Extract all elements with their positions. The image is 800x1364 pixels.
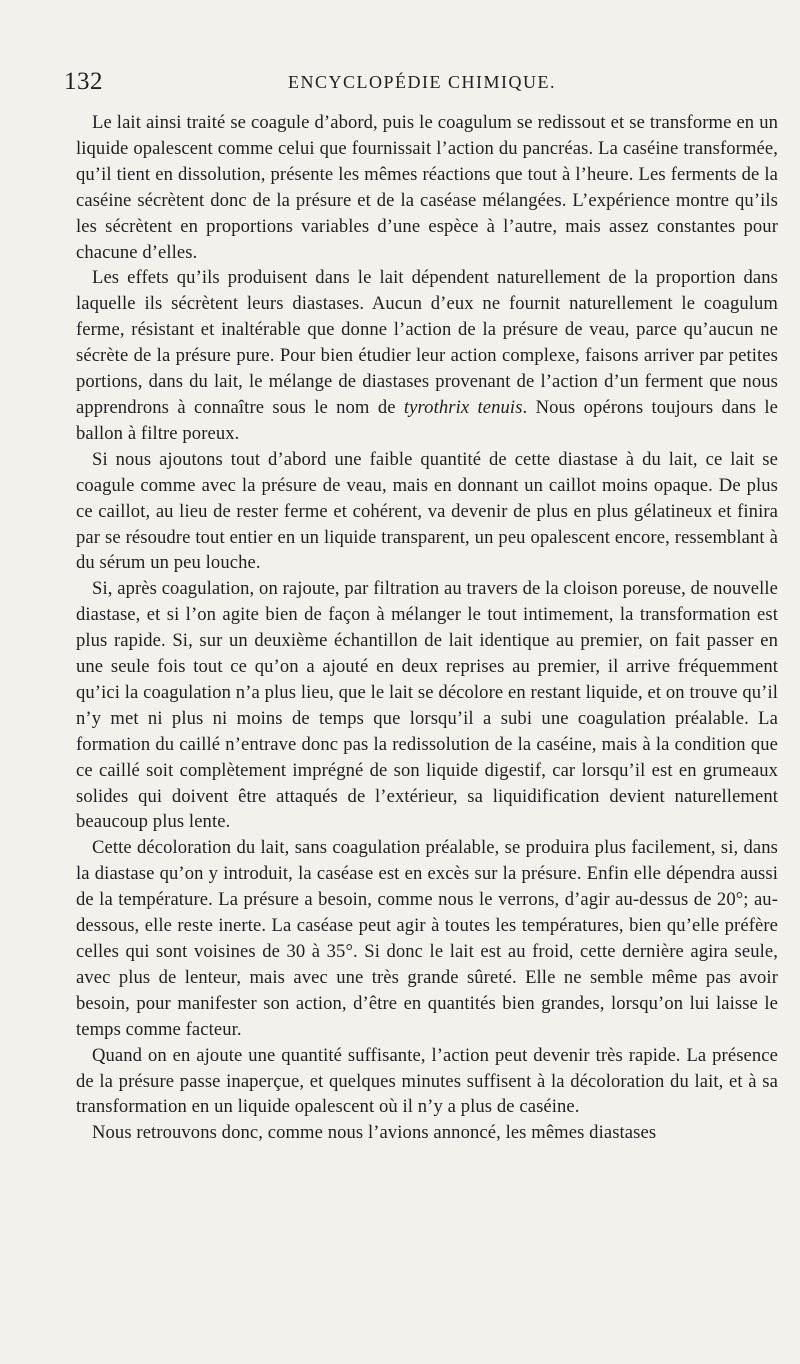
paragraph-2-text-after: . Nous opérons toujours dans le ballon à filtre poreux. bbox=[76, 396, 778, 444]
body-text bbox=[76, 110, 778, 1146]
species-name: tyrothrix tenuis bbox=[403, 396, 523, 418]
paragraph-4: Si, après coagulation, on rajoute, par filtration au travers de la cloison poreuse, de nouvelle diastase, et si l’on agite bien de façon à mélanger le tout intimement, la transformation est plus rapide. Si, sur un deuxième échantillon de lait identique au premier, on fait passer en une seule fois tout ce qu’on a ajouté en deux reprises au premier, il arrive fréquemment qu’ici la coagulation n’a plus lieu, que le lait se décolore en restant liquide, et on trouve qu’il n’y met ni plus ni moins de temps que lorsqu’il a subi une coagulation préalable. La formation du caillé n’entrave donc pas la redissolution de la caséine, mais à la condition que ce caillé soit complètement imprégné de son liquide digestif, car lorsqu’il est en grumeaux solides qui doivent être attaqués de l’extérieur, sa liquidification devient naturellement beaucoup plus lente. bbox=[76, 578, 778, 833]
page-number: 132 bbox=[64, 68, 103, 95]
paragraph-2-text-before: Les effets qu’ils produisent dans le lait dépendent naturellement de la proportion dans laquelle ils sécrètent leurs diastases. Aucun d’eux ne fournit naturellement le coagulum ferme, résistant et inaltérable que donne l’action de la présure de veau, parce qu’aucun ne sécrète de la présure pure. Pour bien étudier leur action complexe, faisons arriver par petites portions, dans du lait, le mélange de diastases provenant de l’action d’un ferment que nous apprendrons à connaître sous le nom de bbox=[76, 267, 778, 418]
paragraph-5: Cette décoloration du lait, sans coagulation préalable, se produira plus facilement, si, dans la diastase qu’on y introduit, la caséase est en excès sur la présure. Enfin elle dépendra aussi de la température. La présure a besoin, comme nous le verrons, d’agir au-dessus de 20°; au-dessous, elle reste inerte. La caséase peut agir à toutes les températures, bien qu’elle préfère celles qui sont voisines de 30 à 35°. Si donc le lait est au froid, cette dernière agira seule, avec plus de lenteur, mais avec une très grande sûreté. Elle ne semble même pas avoir besoin, pour manifester son action, d’être en quantités bien grandes, lorsqu’on lui laisse le temps comme facteur. bbox=[76, 837, 778, 1040]
running-title: ENCYCLOPÉDIE CHIMIQUE. bbox=[288, 72, 556, 92]
paragraph-7: Nous retrouvons donc, comme nous l’avions annoncé, les mêmes diastases bbox=[92, 1122, 657, 1144]
paragraph-6: Quand on en ajoute une quantité suffisante, l’action peut devenir très rapide. La présence de la présure passe inaperçue, et quelques minutes suffisent à la décoloration du lait, et à sa transformation en un liquide opalescent où il n’y a plus de caséine. bbox=[76, 1044, 778, 1118]
paragraph-3: Si nous ajoutons tout d’abord une faible quantité de cette diastase à du lait, ce lait se coagule comme avec la présure de veau, mais en donnant un caillot moins opaque. De plus ce caillot, au lieu de rester ferme et cohérent, va devenir de plus en plus gélatineux et finira par se résoudre tout entier en un liquide transparent, un peu opalescent encore, ressemblant à du sérum un peu louche. bbox=[76, 448, 778, 574]
running-header bbox=[64, 68, 780, 106]
paragraph-2 bbox=[76, 265, 778, 446]
paragraph-1: Le lait ainsi traité se coagule d’abord, puis le coagulum se redissout et se transforme en un liquide opalescent comme celui que fournissait l’action du pancréas. La caséine transformée, qu’il tient en dissolution, présente les mêmes réactions que tout à l’heure. Les ferments de la caséine sécrètent donc de la présure et de la caséase mélangées. L’expérience montre qu’ils les sécrètent en proportions variables d’une espèce à l’autre, mais assez constantes pour chacune d’elles. bbox=[76, 112, 778, 263]
